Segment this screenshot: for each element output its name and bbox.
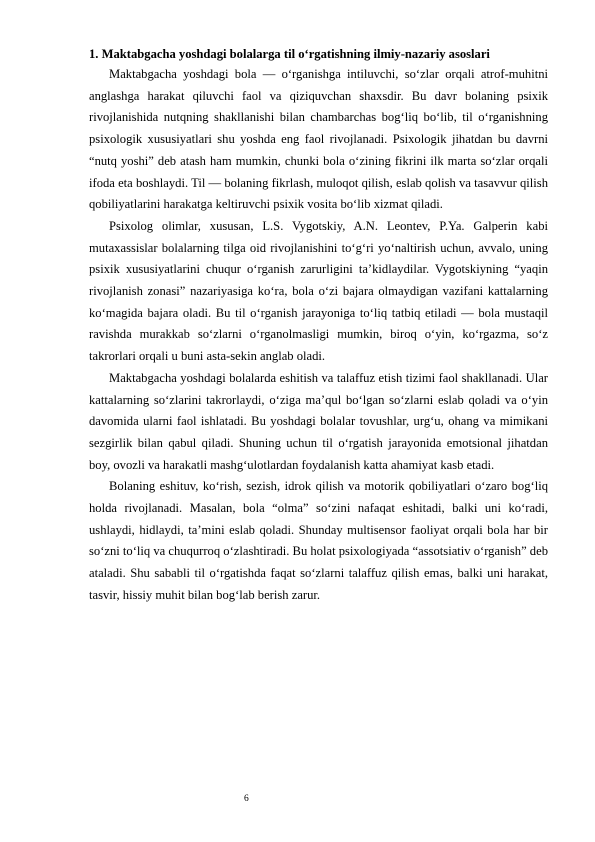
section-heading: 1. Maktabgacha yoshdagi bolalarga til o‘rgatishning ilmiy-nazariy asoslari [89,47,490,61]
paragraph-3: Maktabgacha yoshdagi bolalarda eshitish va talaffuz etish tizimi faol shakllanadi. Ular kattalarning so‘zlarini takrorlaydi, o‘ziga ma’qul bo‘lgan so‘zlarni eslab qoladi va o‘yin davomida ularni faol ishlatadi. Bu yoshdagi bolalar tovushlar, urg‘u, ohang va mimikani sezgirlik bilan qabul qiladi. Shuning uchun til o‘rgatish jarayonida emotsional jihatdan boy, ovozli va harakatli mashg‘ulotlardan foydalanish katta ahamiyat kasb etadi. [89,370,548,472]
paragraph-4: Bolaning eshituv, ko‘rish, sezish, idrok qilish va motorik qobiliyatlari o‘zaro bog‘liq holda rivojlanadi. Masalan, bola “olma” so‘zini nafaqat eshitadi, balki uni ko‘radi, ushlaydi, hidlaydi, ta’mini eslab qoladi. Shunday multisensor faoliyat orqali bola har bir so‘zni to‘liq va chuqurroq o‘zlashtiradi. Bu holat psixologiyada “assotsiativ o‘rganish” deb ataladi. Shu sababli til o‘rgatishda faqat so‘zlarni talaffuz qilish emas, balki uni harakat, tasvir, hissiy muhit bilan bog‘lab berish zarur. [89,479,548,602]
page-number: 6 [244,794,249,804]
paragraph-1: Maktabgacha yoshdagi bola — o‘rganishga intiluvchi, so‘zlar orqali atrof-muhitni anglashga harakat qiluvchi faol va qiziquvchan shaxsdir. Bu davr bolaning psixik rivojlanishida nutqning shakllanishi bilan chambarchas bog‘liq bo‘lib, til o‘rganishning psixologik xususiyatlari shu yoshda eng faol rivojlanadi. Psixologik jihatdan bu davrni “nutq yoshi” deb atash ham mumkin, chunki bola o‘zining fikrini ilk marta so‘zlar orqali ifoda eta boshlaydi. Til — bolaning fikrlash, muloqot qilish, eslab qolish va tasavvur qilish qobiliyatlarini harakatga keltiruvchi psixik vosita bo‘lib xizmat qiladi. [89,67,548,212]
paragraph-2: Psixolog olimlar, xususan, L.S. Vygotskiy, A.N. Leontev, P.Ya. Galperin kabi mutaxassislar bolalarning tilga oid rivojlanishini to‘g‘ri yo‘naltirish uchun, avvalo, uning psixik xususiyatlarini chuqur o‘rganish zarurligini ta’kidlaydilar. Vygotskiyning “yaqin rivojlanish zonasi” nazariyasiga ko‘ra, bola o‘zi bajara olmaydigan vazifani kattalarning ko‘magida bajara oladi. Bu til o‘rganish jarayoniga to‘liq tatbiq etiladi — bola mustaqil ravishda murakkab so‘zlarni o‘rganolmasligi mumkin, biroq o‘yin, ko‘rgazma, so‘z takrorlari orqali u buni asta-sekin anglab oladi. [89,218,548,364]
document-body [89,44,548,607]
